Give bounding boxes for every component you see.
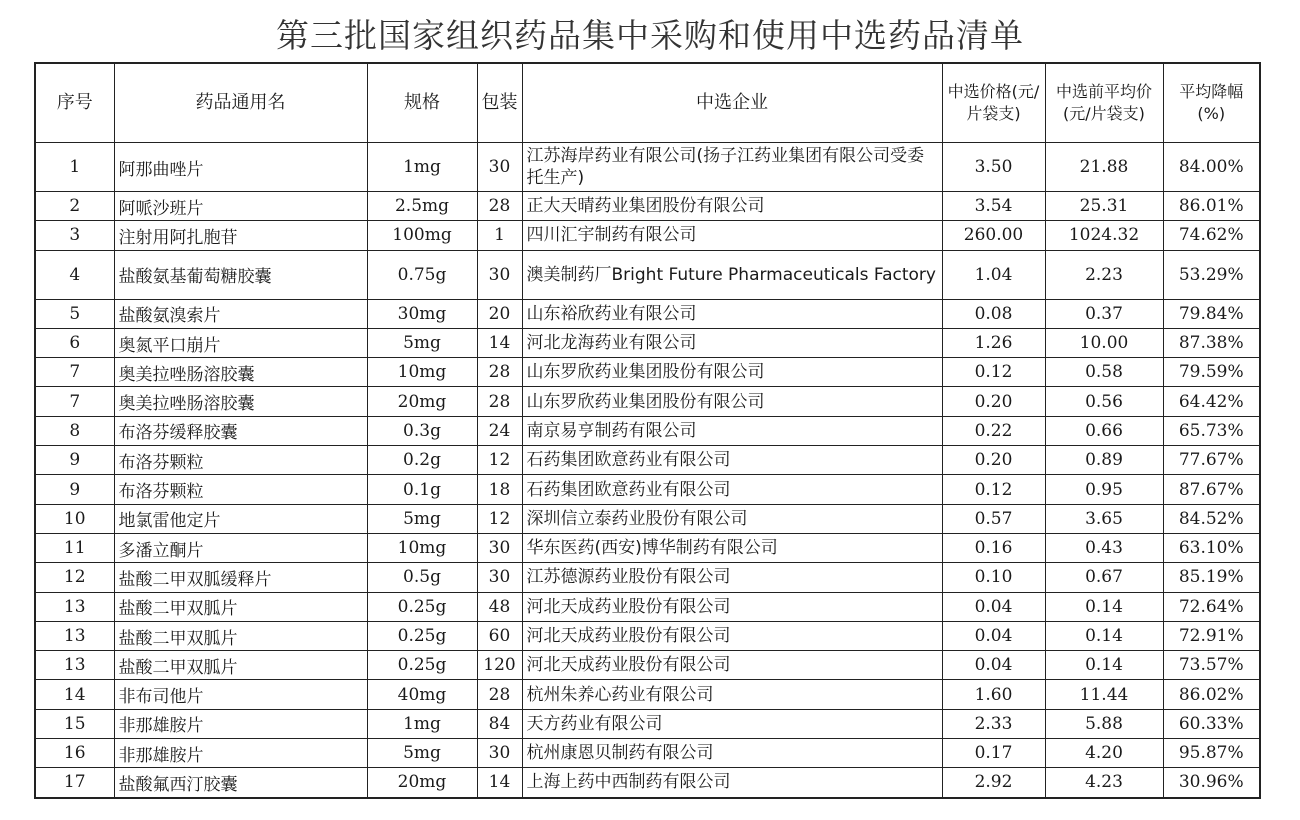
cell-spec: 10mg [367, 358, 477, 387]
cell-spec: 0.1g [367, 475, 477, 504]
cell-prev-price: 0.67 [1045, 563, 1163, 592]
cell-rate: 64.42% [1163, 387, 1260, 416]
cell-enterprise: 四川汇宇制药有限公司 [522, 221, 942, 250]
cell-price: 0.20 [942, 387, 1045, 416]
cell-enterprise: 河北天成药业股份有限公司 [522, 592, 942, 621]
cell-name: 盐酸氨基葡萄糖胶囊 [114, 250, 367, 299]
cell-rate: 86.02% [1163, 680, 1260, 709]
cell-prev-price: 0.89 [1045, 446, 1163, 475]
cell-rate: 87.38% [1163, 328, 1260, 357]
table-row [35, 328, 1260, 357]
cell-enterprise: 石药集团欧意药业有限公司 [522, 475, 942, 504]
cell-pack: 30 [477, 533, 522, 562]
cell-price: 0.04 [942, 592, 1045, 621]
cell-no: 11 [35, 533, 114, 562]
cell-name: 盐酸二甲双胍片 [114, 592, 367, 621]
cell-spec: 100mg [367, 221, 477, 250]
header-name: 药品通用名 [114, 63, 367, 143]
cell-spec: 0.3g [367, 416, 477, 445]
cell-rate: 72.64% [1163, 592, 1260, 621]
cell-enterprise: 山东罗欣药业集团股份有限公司 [522, 358, 942, 387]
cell-rate: 95.87% [1163, 739, 1260, 768]
cell-rate: 73.57% [1163, 651, 1260, 680]
page-title: 第三批国家组织药品集中采购和使用中选药品清单 [276, 16, 1024, 55]
header-enterprise: 中选企业 [522, 63, 942, 143]
cell-enterprise: 山东罗欣药业集团股份有限公司 [522, 387, 942, 416]
cell-pack: 30 [477, 143, 522, 192]
cell-pack: 14 [477, 768, 522, 798]
cell-pack: 18 [477, 475, 522, 504]
cell-price: 0.16 [942, 533, 1045, 562]
cell-price: 0.57 [942, 504, 1045, 533]
cell-price: 0.04 [942, 621, 1045, 650]
cell-enterprise: 南京易亨制药有限公司 [522, 416, 942, 445]
cell-name: 非布司他片 [114, 680, 367, 709]
cell-rate: 60.33% [1163, 709, 1260, 738]
cell-spec: 0.25g [367, 621, 477, 650]
cell-rate: 79.59% [1163, 358, 1260, 387]
cell-no: 3 [35, 221, 114, 250]
cell-pack: 28 [477, 192, 522, 221]
cell-name: 布洛芬缓释胶囊 [114, 416, 367, 445]
table-row [35, 533, 1260, 562]
header-prev-price: 中选前平均价(元/片袋支) [1045, 63, 1163, 143]
cell-price: 260.00 [942, 221, 1045, 250]
cell-name: 阿那曲唑片 [114, 143, 367, 192]
cell-name: 阿哌沙班片 [114, 192, 367, 221]
table-row [35, 299, 1260, 328]
cell-no: 7 [35, 358, 114, 387]
cell-spec: 5mg [367, 504, 477, 533]
cell-pack: 120 [477, 651, 522, 680]
cell-pack: 48 [477, 592, 522, 621]
cell-enterprise: 山东裕欣药业有限公司 [522, 299, 942, 328]
cell-spec: 0.2g [367, 446, 477, 475]
cell-enterprise: 正大天晴药业集团股份有限公司 [522, 192, 942, 221]
cell-pack: 30 [477, 250, 522, 299]
cell-enterprise: 河北天成药业股份有限公司 [522, 651, 942, 680]
table-row [35, 475, 1260, 504]
cell-spec: 0.25g [367, 651, 477, 680]
cell-prev-price: 11.44 [1045, 680, 1163, 709]
cell-spec: 5mg [367, 328, 477, 357]
cell-rate: 77.67% [1163, 446, 1260, 475]
cell-spec: 10mg [367, 533, 477, 562]
cell-rate: 74.62% [1163, 221, 1260, 250]
cell-spec: 40mg [367, 680, 477, 709]
cell-price: 0.20 [942, 446, 1045, 475]
cell-no: 9 [35, 446, 114, 475]
cell-no: 12 [35, 563, 114, 592]
cell-pack: 1 [477, 221, 522, 250]
table-row [35, 192, 1260, 221]
cell-price: 3.50 [942, 143, 1045, 192]
header-price: 中选价格(元/片袋支) [942, 63, 1045, 143]
cell-no: 13 [35, 592, 114, 621]
cell-name: 多潘立酮片 [114, 533, 367, 562]
cell-name: 布洛芬颗粒 [114, 475, 367, 504]
cell-name: 布洛芬颗粒 [114, 446, 367, 475]
cell-no: 16 [35, 739, 114, 768]
cell-name: 奥美拉唑肠溶胶囊 [114, 358, 367, 387]
cell-prev-price: 0.43 [1045, 533, 1163, 562]
cell-pack: 60 [477, 621, 522, 650]
cell-prev-price: 1024.32 [1045, 221, 1163, 250]
cell-rate: 85.19% [1163, 563, 1260, 592]
cell-name: 地氯雷他定片 [114, 504, 367, 533]
cell-prev-price: 3.65 [1045, 504, 1163, 533]
cell-name: 奥美拉唑肠溶胶囊 [114, 387, 367, 416]
cell-prev-price: 21.88 [1045, 143, 1163, 192]
cell-enterprise: 深圳信立泰药业股份有限公司 [522, 504, 942, 533]
cell-spec: 0.25g [367, 592, 477, 621]
cell-pack: 28 [477, 387, 522, 416]
cell-no: 13 [35, 651, 114, 680]
cell-price: 0.10 [942, 563, 1045, 592]
cell-prev-price: 0.58 [1045, 358, 1163, 387]
cell-price: 0.17 [942, 739, 1045, 768]
cell-name: 盐酸氟西汀胶囊 [114, 768, 367, 798]
header-spec: 规格 [367, 63, 477, 143]
cell-pack: 30 [477, 563, 522, 592]
cell-spec: 20mg [367, 387, 477, 416]
cell-price: 0.12 [942, 475, 1045, 504]
cell-prev-price: 0.95 [1045, 475, 1163, 504]
table-row [35, 563, 1260, 592]
cell-no: 13 [35, 621, 114, 650]
cell-pack: 12 [477, 446, 522, 475]
header-no: 序号 [35, 63, 114, 143]
cell-pack: 30 [477, 739, 522, 768]
cell-name: 非那雄胺片 [114, 739, 367, 768]
cell-no: 5 [35, 299, 114, 328]
cell-prev-price: 0.56 [1045, 387, 1163, 416]
cell-enterprise: 杭州康恩贝制药有限公司 [522, 739, 942, 768]
cell-price: 3.54 [942, 192, 1045, 221]
cell-spec: 1mg [367, 709, 477, 738]
cell-rate: 84.00% [1163, 143, 1260, 192]
table-header-row [35, 63, 1260, 143]
cell-price: 2.92 [942, 768, 1045, 798]
table-row [35, 621, 1260, 650]
table-row [35, 387, 1260, 416]
cell-prev-price: 5.88 [1045, 709, 1163, 738]
cell-prev-price: 2.23 [1045, 250, 1163, 299]
table-row [35, 504, 1260, 533]
cell-price: 2.33 [942, 709, 1045, 738]
cell-enterprise: 上海上药中西制药有限公司 [522, 768, 942, 798]
cell-spec: 0.5g [367, 563, 477, 592]
cell-rate: 84.52% [1163, 504, 1260, 533]
cell-no: 6 [35, 328, 114, 357]
cell-price: 1.26 [942, 328, 1045, 357]
cell-no: 2 [35, 192, 114, 221]
cell-no: 14 [35, 680, 114, 709]
cell-prev-price: 4.23 [1045, 768, 1163, 798]
cell-no: 15 [35, 709, 114, 738]
table-row [35, 680, 1260, 709]
cell-name: 盐酸二甲双胍缓释片 [114, 563, 367, 592]
cell-prev-price: 0.37 [1045, 299, 1163, 328]
table-row [35, 221, 1260, 250]
cell-no: 9 [35, 475, 114, 504]
cell-prev-price: 4.20 [1045, 739, 1163, 768]
cell-enterprise: 澳美制药厂Bright Future Pharmaceuticals Factory [522, 250, 942, 299]
table-row [35, 592, 1260, 621]
cell-name: 盐酸二甲双胍片 [114, 621, 367, 650]
cell-no: 10 [35, 504, 114, 533]
cell-spec: 2.5mg [367, 192, 477, 221]
cell-prev-price: 25.31 [1045, 192, 1163, 221]
cell-pack: 14 [477, 328, 522, 357]
cell-spec: 0.75g [367, 250, 477, 299]
table-row [35, 358, 1260, 387]
cell-prev-price: 0.14 [1045, 621, 1163, 650]
table-row [35, 651, 1260, 680]
header-rate: 平均降幅(%) [1163, 63, 1260, 143]
cell-prev-price: 0.66 [1045, 416, 1163, 445]
cell-price: 1.60 [942, 680, 1045, 709]
cell-pack: 84 [477, 709, 522, 738]
cell-enterprise: 江苏海岸药业有限公司(扬子江药业集团有限公司受委托生产) [522, 143, 942, 192]
cell-pack: 28 [477, 680, 522, 709]
cell-enterprise: 石药集团欧意药业有限公司 [522, 446, 942, 475]
cell-rate: 72.91% [1163, 621, 1260, 650]
cell-price: 0.08 [942, 299, 1045, 328]
cell-name: 非那雄胺片 [114, 709, 367, 738]
drug-list-table [34, 62, 1261, 799]
cell-pack: 24 [477, 416, 522, 445]
cell-spec: 5mg [367, 739, 477, 768]
cell-rate: 87.67% [1163, 475, 1260, 504]
table-row [35, 250, 1260, 299]
cell-spec: 1mg [367, 143, 477, 192]
cell-enterprise: 天方药业有限公司 [522, 709, 942, 738]
cell-price: 0.22 [942, 416, 1045, 445]
cell-pack: 20 [477, 299, 522, 328]
cell-enterprise: 河北龙海药业有限公司 [522, 328, 942, 357]
cell-rate: 86.01% [1163, 192, 1260, 221]
table-row [35, 739, 1260, 768]
cell-name: 盐酸二甲双胍片 [114, 651, 367, 680]
header-pack: 包装 [477, 63, 522, 143]
cell-prev-price: 0.14 [1045, 592, 1163, 621]
cell-rate: 63.10% [1163, 533, 1260, 562]
cell-price: 0.04 [942, 651, 1045, 680]
cell-enterprise: 河北天成药业股份有限公司 [522, 621, 942, 650]
table-row [35, 416, 1260, 445]
cell-rate: 65.73% [1163, 416, 1260, 445]
cell-no: 8 [35, 416, 114, 445]
cell-rate: 30.96% [1163, 768, 1260, 798]
table-row [35, 446, 1260, 475]
cell-enterprise: 江苏德源药业股份有限公司 [522, 563, 942, 592]
cell-name: 盐酸氨溴索片 [114, 299, 367, 328]
table-row [35, 768, 1260, 798]
cell-enterprise: 华东医药(西安)博华制药有限公司 [522, 533, 942, 562]
cell-pack: 28 [477, 358, 522, 387]
cell-no: 7 [35, 387, 114, 416]
cell-no: 1 [35, 143, 114, 192]
cell-rate: 79.84% [1163, 299, 1260, 328]
cell-price: 0.12 [942, 358, 1045, 387]
cell-pack: 12 [477, 504, 522, 533]
cell-no: 17 [35, 768, 114, 798]
cell-name: 注射用阿扎胞苷 [114, 221, 367, 250]
table-row [35, 709, 1260, 738]
cell-prev-price: 10.00 [1045, 328, 1163, 357]
cell-price: 1.04 [942, 250, 1045, 299]
cell-name: 奥氮平口崩片 [114, 328, 367, 357]
cell-enterprise: 杭州朱养心药业有限公司 [522, 680, 942, 709]
cell-spec: 20mg [367, 768, 477, 798]
cell-prev-price: 0.14 [1045, 651, 1163, 680]
cell-rate: 53.29% [1163, 250, 1260, 299]
cell-spec: 30mg [367, 299, 477, 328]
table-row [35, 143, 1260, 192]
cell-no: 4 [35, 250, 114, 299]
